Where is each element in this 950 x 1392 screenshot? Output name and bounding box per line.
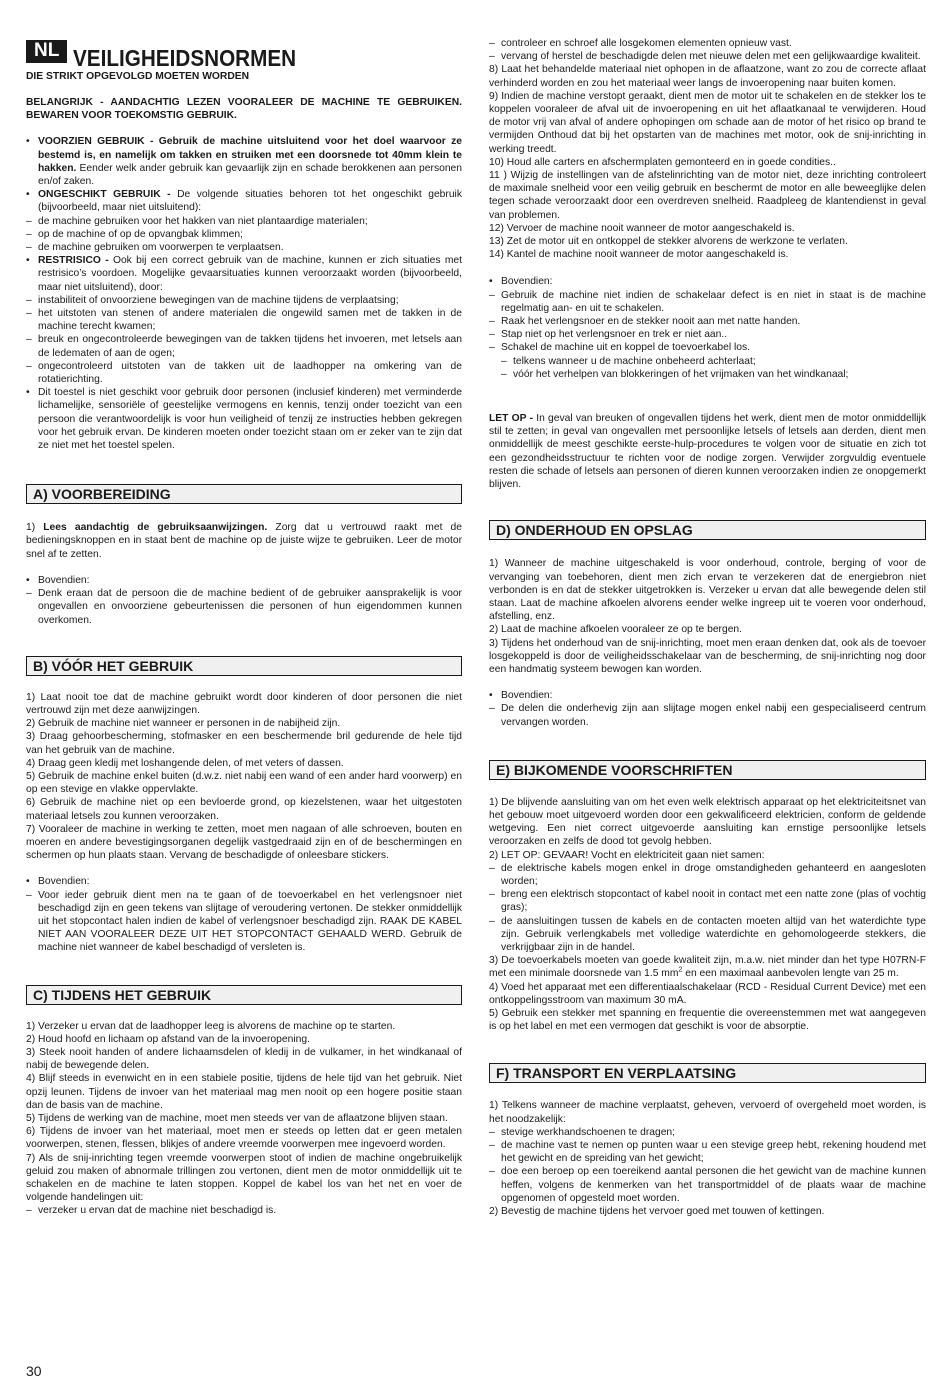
important-notice: BELANGRIJK - AANDACHTIG LEZEN VOORALEER DE MACHINE TE GEBRUIKEN. BEWAREN VOOR TOEKOMSTIG GEBRUIK. <box>26 97 462 122</box>
section-b-heading: B) VÓÓR HET GEBRUIK <box>26 656 462 676</box>
list-item: – het uitstoten van stenen of andere materialen die ongewild samen met de takken in de machine terecht kwamen; <box>26 308 462 333</box>
list-item: – Gebruik de machine niet indien de schakelaar defect is en niet in staat is de machine regelmatig aan- en uit te schakelen. <box>489 289 926 314</box>
list-item: 1) Laat nooit toe dat de machine gebruikt wordt door kinderen of door personen die niet vertrouwd zijn met deze aanwijzingen. <box>26 691 462 716</box>
list-item: 3) Steek nooit handen of andere lichaamsdelen of kledij in de vulkamer, in het windkanaal of nabij de bewegende delen. <box>26 1046 462 1072</box>
improper-use-paragraph: • ONGESCHIKT GEBRUIK - De volgende situaties behoren tot het ongeschikt gebruik (bijvoorbeeld, maar niet uitsluitend): <box>26 189 462 214</box>
list-item: 2) Laat de machine afkoelen vooraleer ze op te bergen. <box>489 624 743 636</box>
list-item: 9) Indien de machine verstopt geraakt, dient men de motor uit te schakelen en de stekker los te koppelen vooraleer de afval uit de invoeropening en uit het aflaatkanaal te verwijderen. Houd de motor vrij van afval of andere ophopingen om schade aan de motor of het risico op brand te vermijden Onthoud dat bij het opstarten van de machines met motor, ook de snij-inrichting in werking treedt. <box>489 90 926 155</box>
right-column <box>489 0 926 1218</box>
list-item: 2) LET OP: GEVAAR! Vocht en elektriciteit gaan niet samen: <box>489 849 765 861</box>
list-item: – Voor ieder gebruik dient men na te gaan of de toevoerkabel en het verlengsnoer niet beschadigd zijn en geen tekens van slijtage of veroudering vertonen. De stekker onmiddellijk uit het stopcontact halen indien de kabel of verlengsnoer beschadigd zijn. RAAK DE KABEL NIET AAN VOORALEER DEZE UIT HET STOPCONTACT GEHAALD WERD. Gebruik de machine niet wanneer de kabel beschadigd of versleten is. <box>26 889 462 954</box>
not-suitable-paragraph: • Dit toestel is niet geschikt voor gebruik door personen (inclusief kinderen) met verminderde lichamelijke, sensoriële of geestelijke vermogens en kennis, tenzij onder toezicht van een persoon die verantwoordelijk is voor hun veiligheid of tenzij ze instructies hebben gekregen voor het gebruik ervan. De kinderen moeten onder toezicht staan om er zeker van te zijn dat ze niet met het toestel spelen. <box>26 387 462 452</box>
intended-use-bold: VOORZIEN GEBRUIK - Gebruik de machine uitsluitend voor het doel waarvoor ze bestemd is, en namelijk om takken en struiken met een doorsnede tot 40mm klein te hakken. <box>38 136 462 174</box>
list-item: – stevige werkhandschoenen te dragen; <box>489 1126 676 1138</box>
section-d-heading: D) ONDERHOUD EN OPSLAG <box>489 520 926 540</box>
caution-bold: LET OP - <box>489 413 533 425</box>
list-item: 2) Gebruik de machine niet wanneer er personen in de nabijheid zijn. <box>26 718 341 730</box>
list-item: – Schakel de machine uit en koppel de toevoerkabel los. <box>489 342 751 354</box>
list-item: 5) Gebruik een stekker met spanning en frequentie die overeenstemmen met wat aangegeven is op het label en met een vermogen dat geschikt is voor de absorptie. <box>489 1007 926 1033</box>
list-item: – de aansluitingen tussen de kabels en de contacten moeten altijd van het waterdichte type zijn. Gebruik verlengkabels met volledige waterdichte en gehomologeerde stekkers, die verkrijgbaar zijn in de handel. <box>489 915 926 953</box>
list-item: 7) Als de snij-inrichting tegen vreemde voorwerpen stoot of indien de machine ongebruikelijk geluid zou maken of abnormale trillingen zou vertonen, dient men de motor onmiddellijk uit te schakelen en de machine te laten stoppen. Koppel de kabel los van het net en voer de volgende handelingen uit: <box>26 1152 462 1204</box>
intended-use-text: Eender welk ander gebruik kan gevaarlijk zijn en schade berokkenen aan personen en/of zaken. <box>38 162 462 188</box>
list-item: 10) Houd alle carters en afschermplaten gemonteerd en in goede condities.. <box>489 156 836 168</box>
list-item: – de elektrische kabels mogen enkel in droge omstandigheden gehanteerd en aangesloten worden; <box>489 862 926 887</box>
list-item: 2) Houd hoofd en lichaam op afstand van de la invoeropening. <box>26 1033 310 1045</box>
section-a-heading: A) VOORBEREIDING <box>26 484 462 504</box>
list-item: 5) Tijdens de werking van de machine, moet men steeds ver van de aflaatzone blijven staan. <box>26 1112 448 1124</box>
list-item: 4) Voed het apparaat met een differentiaalschakelaar (RCD - Residual Current Device) met een ontkoppelingsstroom van maximum 30 mA. <box>489 981 926 1006</box>
residual-risk-paragraph: • RESTRISICO - Ook bij een correct gebruik van de machine, kunnen er zich situaties met restrisico’s voordoen. Mogelijke gevaarsituaties kunnen veroorzaakt worden (bijvoorbeeld, maar niet uitsluitend), door: <box>26 255 462 293</box>
residual-risk-bold: RESTRISICO - <box>38 255 109 267</box>
list-item: 3) Tijdens het onderhoud van de snij-inrichting, moet men eraan denken dat, ook als de toevoer losgekoppeld is door de veiligheidsschakelaar van de bescherming, de snij-inrichting nog door een handmatig systeem bewogen kan worden. <box>489 637 926 675</box>
section-f-heading: F) TRANSPORT EN VERPLAATSING <box>489 1063 926 1083</box>
list-item: – De delen die onderhevig zijn aan slijtage mogen enkel nabij een gespecialiseerd centrum vervangen worden. <box>489 703 926 728</box>
also-label: • Bovendien: <box>489 690 553 702</box>
list-item: – telkens wanneer u de machine onbeheerd achterlaat; <box>501 355 756 367</box>
list-item: – verzeker u ervan dat de machine niet beschadigd is. <box>26 1205 277 1217</box>
list-item: 7) Vooraleer de machine in werking te zetten, moet men nagaan of alle schroeven, bouten en moeren en andere bevestigingsorganen degelijk vastgedraaid zijn en of de beschermingen en schermen op hun plaats staan. Vervang de beschadigde of onleesbare stickers. <box>26 823 462 862</box>
improper-use-text: De volgende situaties behoren tot het ongeschikt gebruik (bijvoorbeeld, maar niet uitsluitend): <box>38 189 462 214</box>
list-item: 1) Telkens wanneer de machine verplaatst, geheven, vervoerd of overgeheld moet worden, is het noodzakelijk: <box>489 1100 926 1125</box>
list-item: 4) Blijf steeds in evenwicht en in een stabiele positie, tijdens de hele tijd van het gebruik. Niet opzij leunen. Tijdens de invoer van het materiaal mag men nooit op een hogere positie staan dan de basis van de machine. <box>26 1073 462 1111</box>
list-item: – vervang of herstel de beschadigde delen met nieuwe delen met een gelijkwaardige kwaliteit. <box>489 51 921 63</box>
section-e-heading: E) BIJKOMENDE VOORSCHRIFTEN <box>489 760 926 780</box>
list-item: 1) Wanneer de machine uitgeschakeld is voor onderhoud, controle, berging of voor de vervanging van toebehoren, dient men zich ervan te verzekeren dat de energiebron niet verbonden is en dat de stekker uitgetrokken is. Verzeker u ervan dat alle bewegende delen stil staan. Laat de machine afkoelen alvorens eender welke ingreep uit te voeren voor onderhoud, afstelling, enz. <box>489 558 926 623</box>
list-item: – de machine gebruiken om voorwerpen te verplaatsen. <box>26 242 284 254</box>
section-c-heading: C) TIJDENS HET GEBRUIK <box>26 985 462 1005</box>
list-item: 13) Zet de motor uit en ontkoppel de stekker alvorens de werkzone te verlaten. <box>489 236 848 248</box>
list-item: – instabiliteit of onvoorziene bewegingen van de machine tijdens de verplaatsing; <box>26 294 399 306</box>
list-item: 3) De toevoerkabels moeten van goede kwaliteit zijn, m.a.w. niet minder dan het type H07RN-F met een minimale doorsnede van 1.5 $mm^2$ en een maximaal aanbevolen lengte van 25 m. <box>489 955 926 980</box>
language-badge: NL <box>26 40 67 63</box>
list-item: 5) Gebruik de machine enkel buiten (d.w.z. niet nabij een wand of een ander hard voorwerp) en op een stevige en vlakke oppervlakte. <box>26 770 462 796</box>
page-subtitle: DIE STRIKT OPGEVOLGD MOETEN WORDEN <box>26 71 250 82</box>
page-title: VEILIGHEIDSNORMEN <box>73 45 297 71</box>
list-item: – op de machine of op de opvangbak klimmen; <box>26 228 243 240</box>
list-item: – Stap niet op het verlengsnoer en trek er niet aan.. <box>489 329 728 341</box>
also-label: • Bovendien: <box>489 276 553 288</box>
residual-risk-text: Ook bij een correct gebruik van de machine, kunnen er zich situaties met restrisico’s voordoen. Mogelijke gevaarsituaties kunnen veroorzaakt worden (bijvoorbeeld, maar niet uitsluitend), door: <box>38 255 462 293</box>
page-number: 30 <box>26 1363 42 1379</box>
caution-paragraph: LET OP - In geval van breuken of ongevallen tijdens het werk, dient men de motor onmiddellijk stil te zetten; in geval van ongevallen met persoonlijke letsels of letsels aan derden, dient men onmiddellijk de meest geschikte eerste-hulp-procedures te volgen voor de situatie en zich tot een gezondheidsstructuur te richten voor de nodige zorgen. Verwijder zorgvuldig eventuele resten die schade of letsels aan personen of dieren kunnen veroorzaken indien ze onopgemerkt blijven. <box>489 413 926 491</box>
left-column <box>26 0 462 1218</box>
list-item: 11 ) Wijzig de instellingen van de afstelinrichting van de motor niet, deze inrichting controleert de maximale snelheid voor een veilig gebruik en beschermt de motor en alle beweeglijke delen tegen schade veroorzaakt door een overdreven snelheid. Raadpleeg de klantendienst in geval van problemen. <box>489 170 926 221</box>
list-item: 3) Draag gehoorbescherming, stofmasker en een beschermende bril gedurende de hele tijd van het gebruik van de machine. <box>26 731 462 756</box>
also-label: • Bovendien: <box>26 876 90 888</box>
list-item: 1) Verzeker u ervan dat de laadhopper leeg is alvorens de machine op te starten. <box>26 1020 396 1032</box>
list-item: – Raak het verlengsnoer en de stekker nooit aan met natte handen. <box>489 316 801 328</box>
list-item: 6) Gebruik de machine niet op een bevloerde grond, op kiezelstenen, waar het uitgestoten materiaal letsels zou kunnen veroorzaken. <box>26 797 462 822</box>
list-item: – de machine vast te nemen op punten waar u een stevige greep hebt, rekening houdend met het gewicht en de spreiding van het gewicht; <box>489 1140 926 1165</box>
list-item: – doe een beroep op een toereikend aantal personen die het gewicht van de machine kunnen heffen, volgens de kenmerken van het transportmiddel of de plaats waar de machine opgenomen of opgesteld moet worden. <box>489 1166 926 1204</box>
list-item: 6) Tijdens de invoer van het materiaal, moet men er steeds op letten dat er geen metalen voorwerpen, stenen, flessen, blikjes of andere vreemde voorwerpen mee ingevoerd worden. <box>26 1126 462 1151</box>
list-item: 14) Kantel de machine nooit wanneer de motor aangeschakeld is. <box>489 249 789 261</box>
list-item: – breuk en ongecontroleerde bewegingen van de takken tijdens het invoeren, met letsels aan de ledematen of aan de ogen; <box>26 334 462 359</box>
list-item: – vóór het verhelpen van blokkeringen of het vrijmaken van het windkanaal; <box>501 368 849 380</box>
list-item: 12) Vervoer de machine nooit wanneer de motor aangeschakeld is. <box>489 222 795 234</box>
section-a-item-1-bold: Lees aandachtig de gebruiksaanwijzingen. <box>43 522 268 534</box>
list-item: – ongecontroleerd uitstoten van de takken uit de laadhopper na omkering van de rotatierichting. <box>26 360 462 386</box>
list-item: – controleer en schroef alle losgekomen elementen opnieuw vast. <box>489 38 792 49</box>
intended-use-paragraph: • VOORZIEN GEBRUIK - Gebruik de machine uitsluitend voor het doel waarvoor ze bestemd is, en namelijk om takken en struiken met een doorsnede tot 40mm klein te hakken. Eender welk ander gebruik kan gevaarlijk zijn en schade berokkenen aan personen en/of zaken. <box>26 136 462 188</box>
section-a-item-1: 1) Lees aandachtig de gebruiksaanwijzingen. Zorg dat u vertrouwd raakt met de bedieningsknoppen en in staat bent de machine op de juiste wijze te gebruiken. Leer de motor snel af te zetten. <box>26 522 462 560</box>
list-item: 8) Laat het behandelde materiaal niet ophopen in de aflaatzone, want zo zou de correcte aflaat verhinderd worden en zou het materiaal weer langs de invoeropening naar buiten komen. <box>489 64 926 89</box>
list-item: – breng een elektrisch stopcontact of kabel nooit in contact met een natte zone (plas of vochtig gras); <box>489 889 926 914</box>
improper-use-bold: ONGESCHIKT GEBRUIK - <box>38 189 171 201</box>
list-item: – Denk eraan dat de persoon die de machine bedient of de gebruiker aansprakelijk is voor ongevallen en onvoorziene gebeurtenissen die personen of hun eigendommen kunnen overkomen. <box>26 588 462 626</box>
list-item: 1) De blijvende aansluiting van om het even welk elektrisch apparaat op het elektriciteitsnet van het gebouw moet uitgevoerd worden door een gekwalificeerd elektricien, conform de geldende wetgeving. Een niet correct uitgevoerde aansluiting kan ernstige persoonlijke letsels veroorzaken en zelfs de dood tot gevolg hebben. <box>489 796 926 848</box>
list-item: 4) Draag geen kledij met loshangende delen, of met veters of dassen. <box>26 757 344 769</box>
also-label: • Bovendien: <box>26 574 90 586</box>
list-item: – de machine gebruiken voor het hakken van niet plantaardige materialen; <box>26 215 368 227</box>
list-item: 2) Bevestig de machine tijdens het vervoer goed met touwen of kettingen. <box>489 1206 825 1218</box>
